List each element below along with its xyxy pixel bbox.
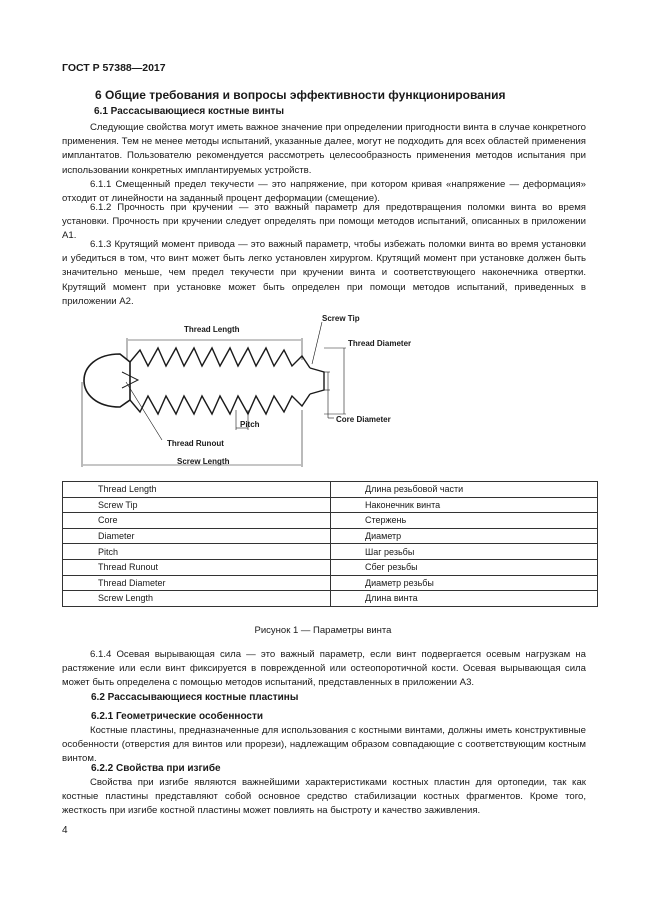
table-row: [63, 591, 598, 607]
paragraph-6-1-3: 6.1.3 Крутящий момент привода — это важный параметр, чтобы избежать поломки винта во время установки и убедиться в том, что винт может быть легко установлен хирургом. Крутящий момент при установке должен быть значительно меньше, чем предел текучести при кручении винта и соответствующего наконечника отвертки. Крутящий момент при установке может быть определен при помощи методов испытаний, приведенных в приложении А2.: [62, 239, 586, 307]
table-row: [63, 559, 598, 575]
subsection-title-6-2: 6.2 Рассасывающиеся костные пластины: [91, 692, 299, 703]
paragraph-6-1-4: 6.1.4 Осевая вырывающая сила — это важный параметр, если винт подвергается осевым нагрузкам на растяжение или если винт фиксируется в поврежденной или остеопоротичной кости. Осевая вырывающая сила может быть определена с помощью методов испытаний, представленных в приложении А3.: [62, 649, 586, 689]
paragraph-6-1-1: 6.1.1 Смещенный предел текучести — это напряжение, при котором кривая «напряжение — деформация» отходит от линейности на заданный процент деформации (смещение).: [62, 179, 586, 205]
subsection-title-6-1: 6.1 Рассасывающиеся костные винты: [94, 106, 284, 117]
term-ru: Сбег резьбы: [331, 559, 598, 575]
label-thread-diameter: Thread Diameter: [348, 339, 412, 348]
term-ru: Диаметр резьбы: [331, 575, 598, 591]
term-en: Screw Length: [63, 591, 331, 607]
paragraph-6-2-1: Костные пластины, предназначенные для использования с костными винтами, должны иметь конструктивные особенности (отверстия для винтов или прорези), надлежащим образом совпадающие с соответствующим костным винтом.: [62, 725, 586, 765]
term-ru: Длина резьбовой части: [331, 482, 598, 498]
term-en: Thread Runout: [63, 559, 331, 575]
screw-diagram: [62, 312, 602, 487]
label-thread-length: Thread Length: [184, 325, 240, 334]
paragraph-6-2-2: Свойства при изгибе являются важнейшими характеристиками костных пластин для ортопедии, так как костные пластины представляют собой основное средство стабилизации костных фрагментов. Кроме того, жесткость при изгибе костной пластины может повлиять на быстроту и качество заживления.: [62, 777, 586, 817]
label-screw-length: Screw Length: [177, 457, 230, 466]
paragraph-intro: Следующие свойства могут иметь важное значение при определении пригодности винта в случае конкретного применения. Тем не менее методы испытаний, указанные далее, могут не подходить для всех областей применения имплантатов. Пользователю рекомендуется рассмотреть целесообразность применения методов испытания при использовании конкретных имплантируемых устройств.: [62, 122, 586, 176]
table-row: [63, 528, 598, 544]
table-row: [63, 497, 598, 513]
term-en: Diameter: [63, 528, 331, 544]
term-en: Thread Length: [63, 482, 331, 498]
figure-caption: Рисунок 1 — Параметры винта: [254, 625, 392, 636]
table-row: [63, 482, 598, 498]
term-ru: Наконечник винта: [331, 497, 598, 513]
term-ru: Шаг резьбы: [331, 544, 598, 560]
terms-table: [62, 481, 598, 607]
term-ru: Стержень: [331, 513, 598, 529]
subsection-title-6-2-1: 6.2.1 Геометрические особенности: [91, 711, 264, 722]
table-row: [63, 575, 598, 591]
term-ru: Длина винта: [331, 591, 598, 607]
section-title: 6 Общие требования и вопросы эффективности функционирования: [95, 88, 506, 102]
subsection-title-6-2-2: 6.2.2 Свойства при изгибе: [91, 763, 221, 774]
table-row: [63, 544, 598, 560]
page-number: 4: [62, 825, 68, 836]
term-en: Screw Tip: [63, 497, 331, 513]
term-en: Pitch: [63, 544, 331, 560]
paragraph-6-1-2: 6.1.2 Прочность при кручении — это важный параметр для предотвращения поломки винта во время установки. Прочность при кручении следует определять при помощи методов испытаний, описанных в приложении А1.: [62, 202, 586, 242]
label-core-diameter: Core Diameter: [336, 415, 391, 424]
document-header: ГОСТ Р 57388—2017: [62, 62, 166, 74]
table-row: [63, 513, 598, 529]
term-en: Thread Diameter: [63, 575, 331, 591]
label-screw-tip: Screw Tip: [322, 314, 360, 323]
term-en: Core: [63, 513, 331, 529]
term-ru: Диаметр: [331, 528, 598, 544]
label-thread-runout: Thread Runout: [167, 439, 224, 448]
label-pitch: Pitch: [240, 420, 260, 429]
